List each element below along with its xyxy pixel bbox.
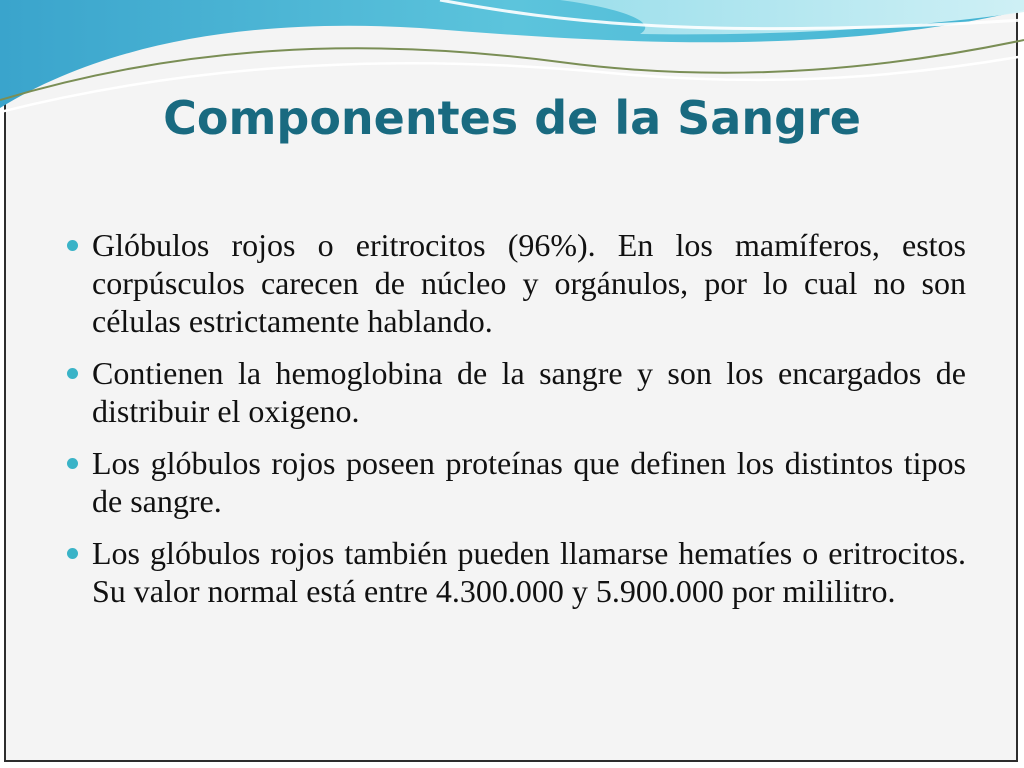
bullet-item-4 bbox=[62, 534, 966, 610]
slide-title: Componentes de la Sangre bbox=[163, 91, 861, 145]
bullet-text-3: Los glóbulos rojos poseen proteínas que definen los distintos tipos de sangre. bbox=[92, 445, 966, 519]
bullet-dot-icon bbox=[67, 368, 78, 379]
bullet-dot-icon bbox=[67, 240, 78, 251]
bullet-item-2 bbox=[62, 354, 966, 430]
bullet-text-4: Los glóbulos rojos también pueden llamarse hematíes o eritrocitos. Su valor normal está entre 4.300.000 y 5.900.000 por mililitro. bbox=[92, 535, 966, 609]
bullet-dot-icon bbox=[67, 458, 78, 469]
bullet-item-1 bbox=[62, 226, 966, 340]
bullet-text-2: Contienen la hemoglobina de la sangre y son los encargados de distribuir el oxigeno. bbox=[92, 355, 966, 429]
bullet-text-1: Glóbulos rojos o eritrocitos (96%). En los mamíferos, estos corpúsculos carecen de núcleo y orgánulos, por lo cual no son células estrictamente hablando. bbox=[92, 227, 966, 339]
bullet-dot-icon bbox=[67, 548, 78, 559]
bullet-list bbox=[62, 226, 966, 624]
bullet-item-3 bbox=[62, 444, 966, 520]
